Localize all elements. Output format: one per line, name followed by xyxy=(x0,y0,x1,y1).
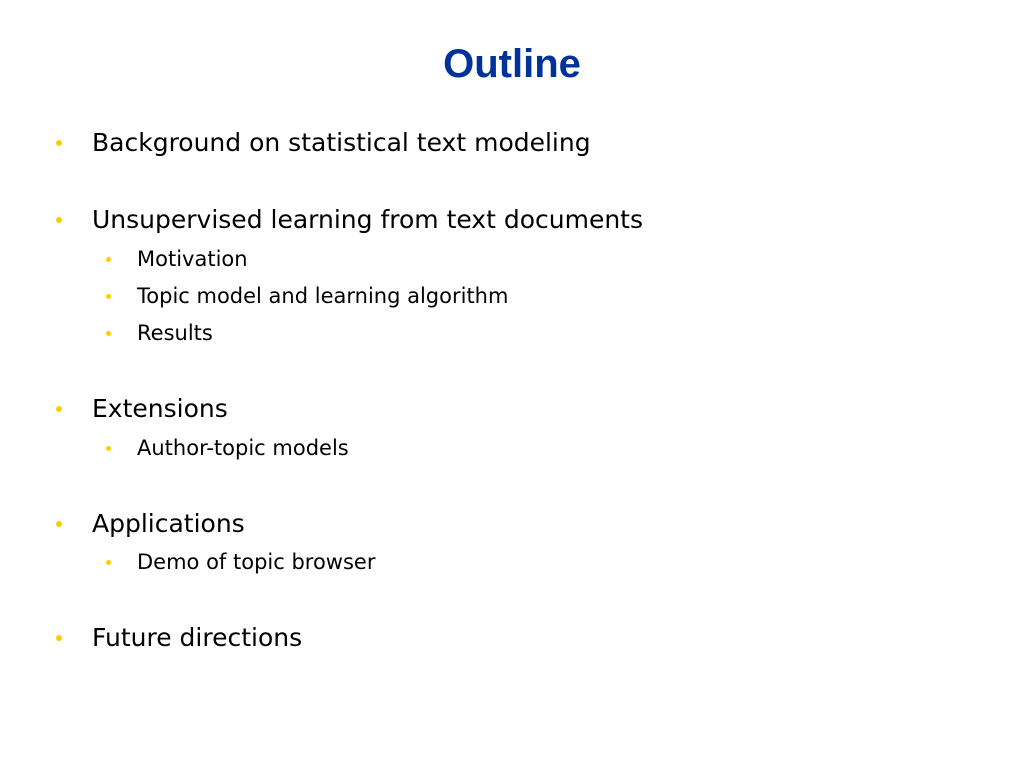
bullet-icon xyxy=(106,294,111,299)
outline-subitem-motivation xyxy=(106,245,248,273)
outline-item-future-directions xyxy=(56,622,302,654)
bullet-icon xyxy=(56,406,62,412)
outline-item-unsupervised-learning xyxy=(56,204,643,236)
outline-item-background xyxy=(56,127,591,159)
outline-subitem-label: Demo of topic browser xyxy=(137,550,376,574)
outline-item-applications xyxy=(56,508,245,540)
outline-item-label: Extensions xyxy=(92,394,228,423)
outline-item-extensions xyxy=(56,393,228,425)
bullet-icon xyxy=(56,140,62,146)
outline-subitem-demo xyxy=(106,548,375,576)
bullet-icon xyxy=(56,635,62,641)
outline-subitem-topic-model xyxy=(106,282,508,310)
outline-subitem-label: Topic model and learning algorithm xyxy=(137,284,509,308)
outline-subitem-label: Motivation xyxy=(137,247,248,271)
outline-subitem-results xyxy=(106,319,213,347)
bullet-icon xyxy=(106,560,111,565)
bullet-icon xyxy=(106,446,111,451)
bullet-icon xyxy=(56,217,62,223)
outline-subitem-author-topic xyxy=(106,434,349,462)
outline-item-label: Background on statistical text modeling xyxy=(92,128,591,157)
outline-item-label: Applications xyxy=(92,509,245,538)
outline-subitem-label: Results xyxy=(137,321,213,345)
bullet-icon xyxy=(106,331,111,336)
outline-item-label: Future directions xyxy=(92,623,303,652)
slide-title: Outline xyxy=(443,42,581,86)
bullet-icon xyxy=(106,257,111,262)
bullet-icon xyxy=(56,521,62,527)
outline-subitem-label: Author-topic models xyxy=(137,436,349,460)
outline-item-label: Unsupervised learning from text documents xyxy=(92,205,644,234)
